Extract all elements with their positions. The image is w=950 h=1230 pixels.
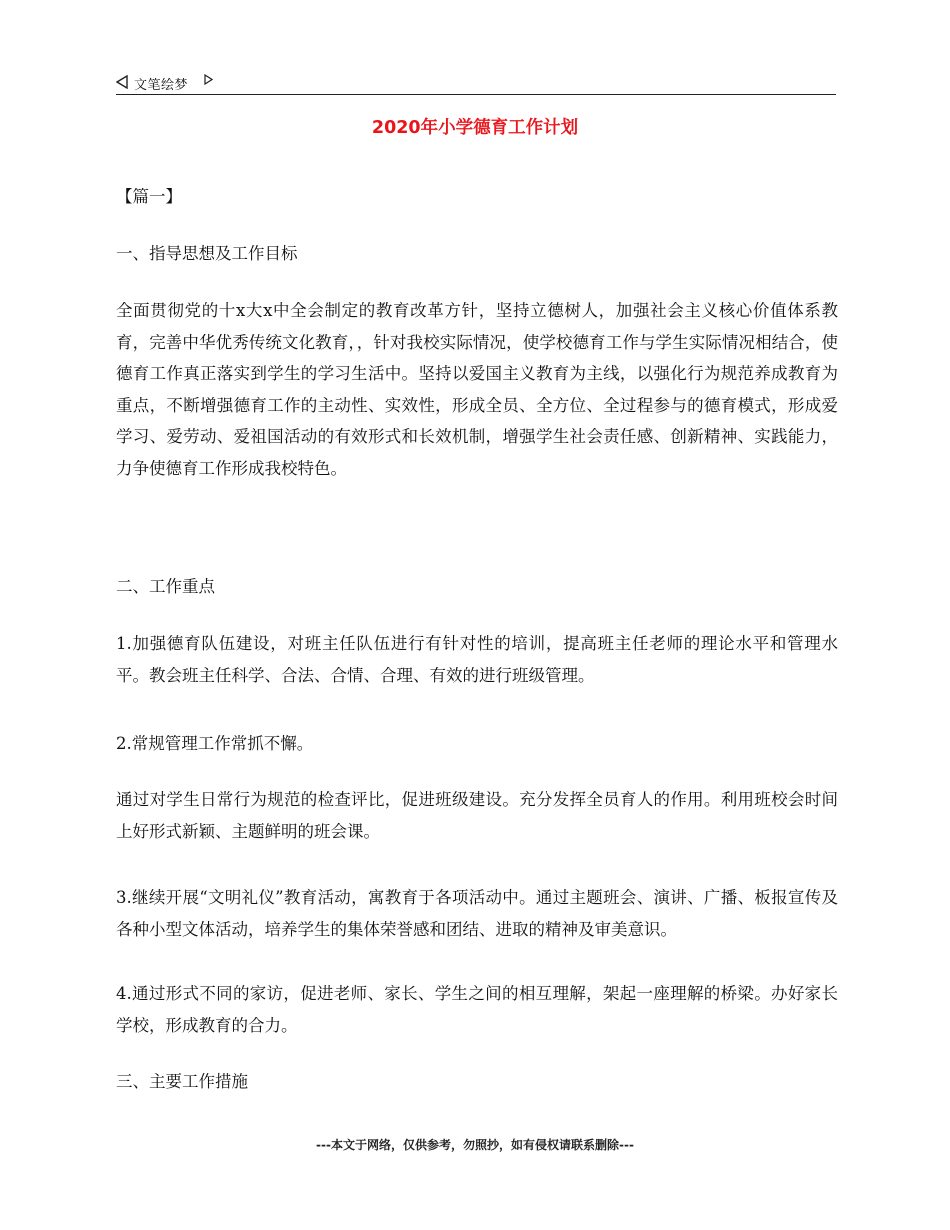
list-item-2: 2.常规管理工作常抓不懈。 xyxy=(116,734,314,753)
triangle-right-icon xyxy=(204,74,213,85)
list-item-2-detail: 通过对学生日常行为规范的检查评比，促进班级建设。充分发挥全员育人的作用。利用班校会时间上好形式新颖、主题鲜明的班会课。 xyxy=(116,790,838,841)
page-header xyxy=(116,72,836,95)
header-brand: 文笔绘梦 xyxy=(134,78,189,93)
section-1-heading: 一、指导思想及工作目标 xyxy=(116,244,298,263)
section-3-heading: 三、主要工作措施 xyxy=(116,1072,248,1091)
list-item-4: 4.通过形式不同的家访，促进老师、家长、学生之间的相互理解，架起一座理解的桥梁。办好家长学校，形成教育的合力。 xyxy=(116,984,838,1035)
triangle-left-icon xyxy=(116,75,128,89)
document-title: 2020年小学德育工作计划 xyxy=(371,118,579,138)
list-item-1: 1.加强德育队伍建设，对班主任队伍进行有针对性的培训，提高班主任老师的理论水平和管理水平。教会班主任科学、合法、合情、合理、有效的进行班级管理。 xyxy=(116,634,838,685)
section-1-paragraph: 全面贯彻党的十x大x中全会制定的教育改革方针，坚持立德树人，加强社会主义核心价值体系教育，完善中华优秀传统文化教育，，针对我校实际情况，使学校德育工作与学生实际情况相结合，使德育工作真正落实到学生的学习生活中。坚持以爱国主义教育为主线，以强化行为规范养成教育为重点，不断增强德育工作的主动性、实效性，形成全员、全方位、全过程参与的德育模式，形成爱学习、爱劳动、爱祖国活动的有效形式和长效机制，增强学生社会责任感、创新精神、实践能力，力争使德育工作形成我校特色。 xyxy=(116,301,838,478)
section-2-heading: 二、工作重点 xyxy=(116,577,215,596)
part-label: 【篇一】 xyxy=(116,187,182,206)
page-footer-disclaimer: ---本文于网络，仅供参考，勿照抄，如有侵权请联系删除--- xyxy=(316,1138,634,1152)
list-item-3: 3.继续开展“文明礼仪”教育活动，寓教育于各项活动中。通过主题班会、演讲、广播、板报宣传及各种小型文体活动，培养学生的集体荣誉感和团结、进取的精神及审美意识。 xyxy=(116,888,838,939)
